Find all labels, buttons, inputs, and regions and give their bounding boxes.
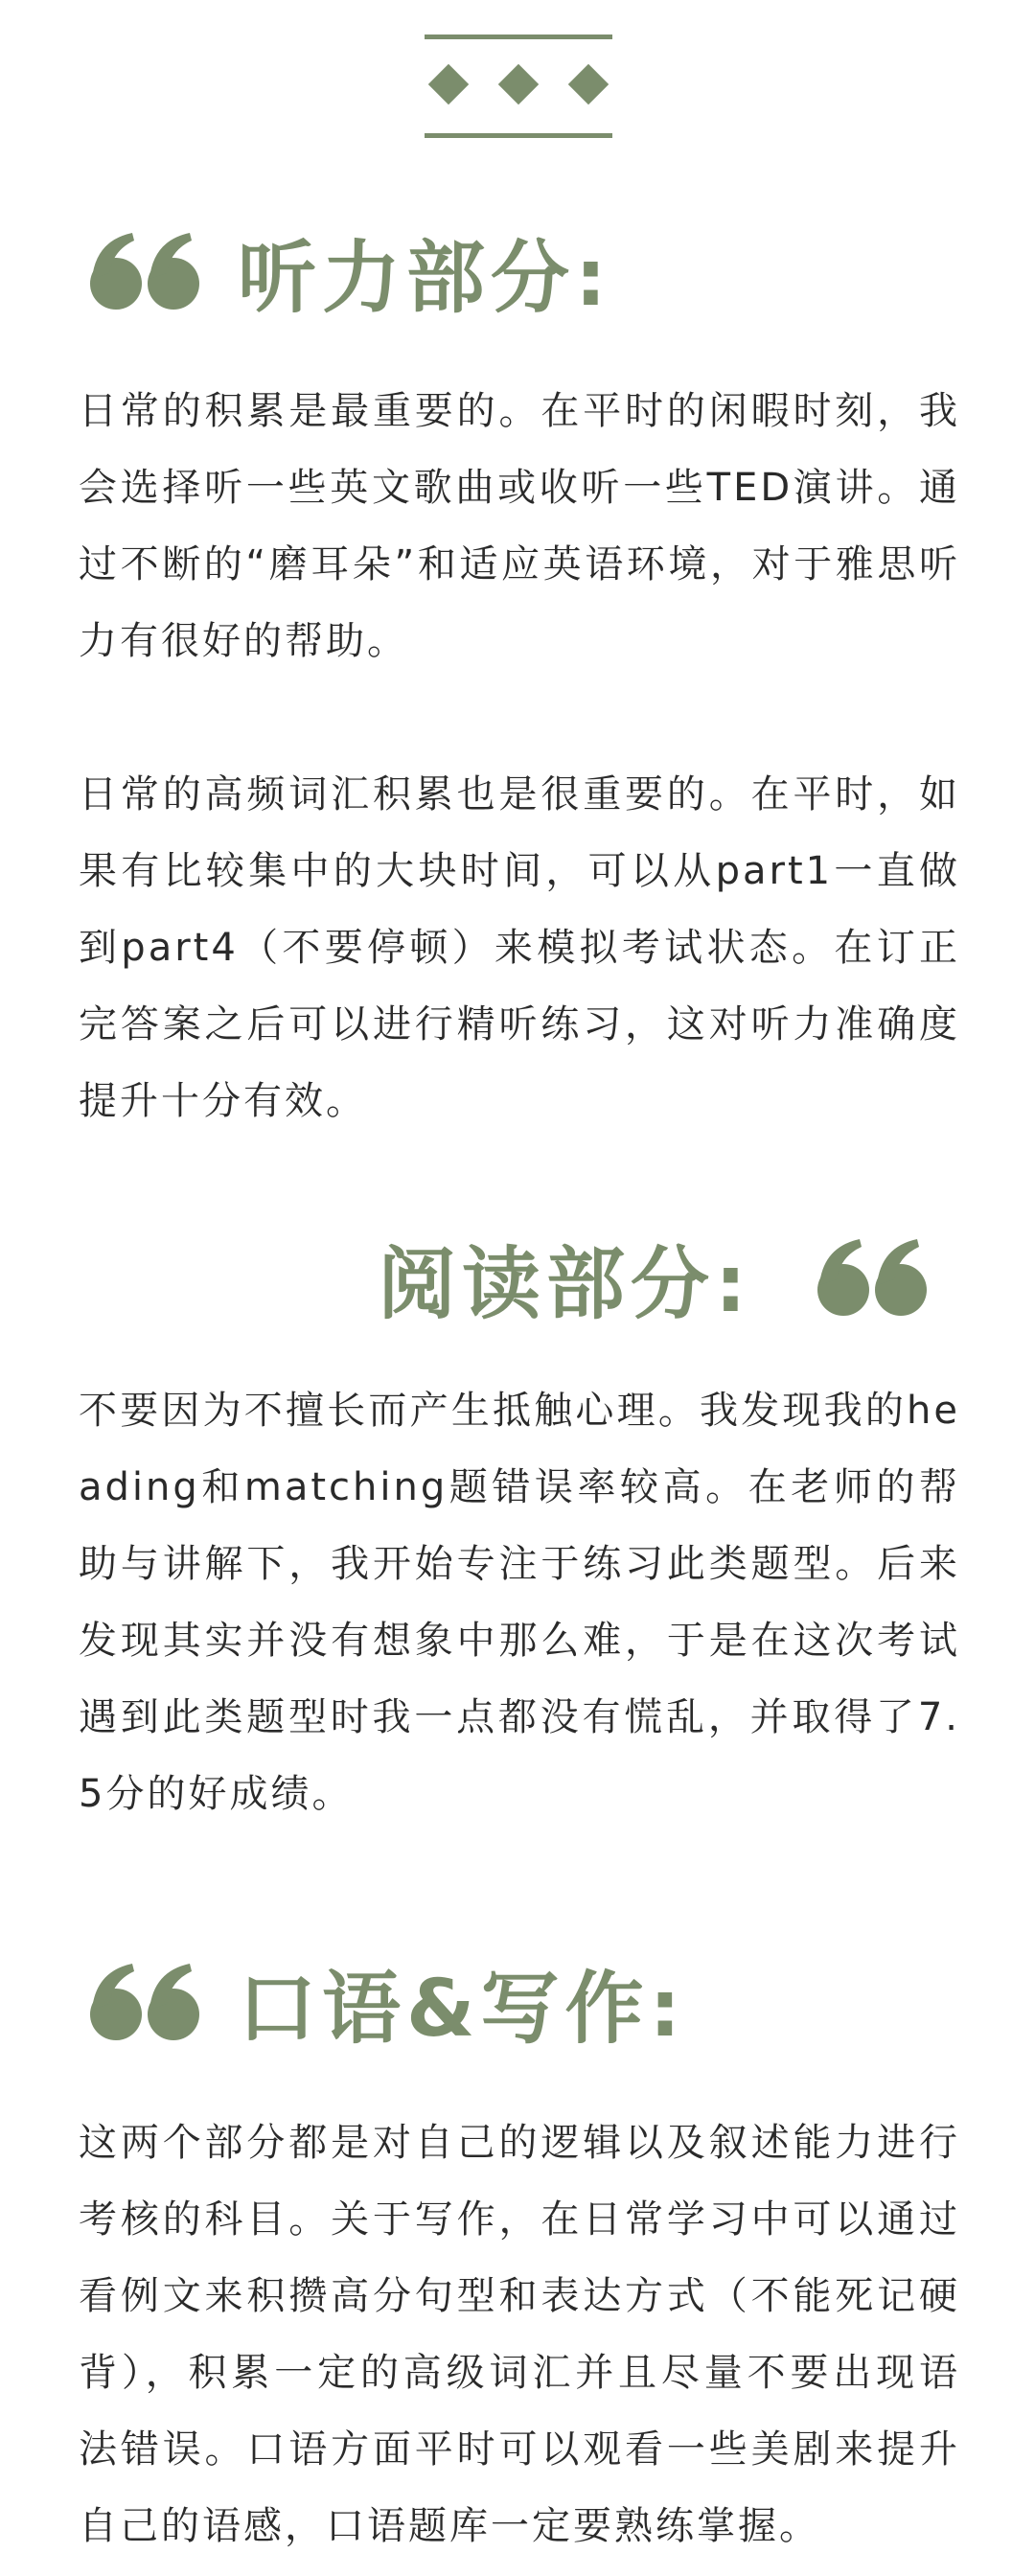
quote-mark-icon xyxy=(88,1962,201,2042)
diamond-icon xyxy=(568,64,609,104)
diamond-icon xyxy=(498,64,539,104)
section-header-speaking-writing xyxy=(88,1949,686,2055)
diamond-divider-icon xyxy=(425,34,612,140)
section-header-listening xyxy=(88,218,612,324)
paragraph: 不要因为不擅长而产生抵触心理。我发现我的heading和matching题错误率较高。在老师的帮助与讲解下，我开始专注于练习此类题型。后来发现其实并没有想象中那么难，于是在这次考试遇到此类题型时我一点都没有慌乱，并取得了7.5分的好成绩。 xyxy=(79,1389,960,1816)
section-heading: 阅读部分: xyxy=(378,1238,752,1330)
section-heading: 口语&写作: xyxy=(238,1963,687,2055)
paragraph: 这两个部分都是对自己的逻辑以及叙述能力进行考核的科目。关于写作，在日常学习中可以通过看例文来积攒高分句型和表达方式（不能死记硬背），积累一定的高级词汇并且尽量不要出现语法错误。口语方面平时可以观看一些美剧来提升自己的语感，口语题库一定要熟练掌握。 xyxy=(79,2121,960,2548)
paragraph: 日常的高频词汇积累也是很重要的。在平时，如果有比较集中的大块时间，可以从part1一直做到part4（不要停顿）来模拟考试状态。在订正完答案之后可以进行精听练习，这对听力准确度提升十分有效。 xyxy=(79,772,960,1123)
quote-mark-icon xyxy=(816,1237,929,1318)
section-heading: 听力部分: xyxy=(238,232,612,324)
divider-line-top xyxy=(425,34,612,39)
quote-mark-icon xyxy=(88,231,201,311)
diamond-icon xyxy=(428,64,469,104)
section-header-reading xyxy=(378,1225,929,1330)
paragraph: 日常的积累是最重要的。在平时的闲暇时刻，我会选择听一些英文歌曲或收听一些TED演讲。通过不断的“磨耳朵”和适应英语环境，对于雅思听力有很好的帮助。 xyxy=(79,389,960,663)
divider-line-bottom xyxy=(425,133,612,138)
